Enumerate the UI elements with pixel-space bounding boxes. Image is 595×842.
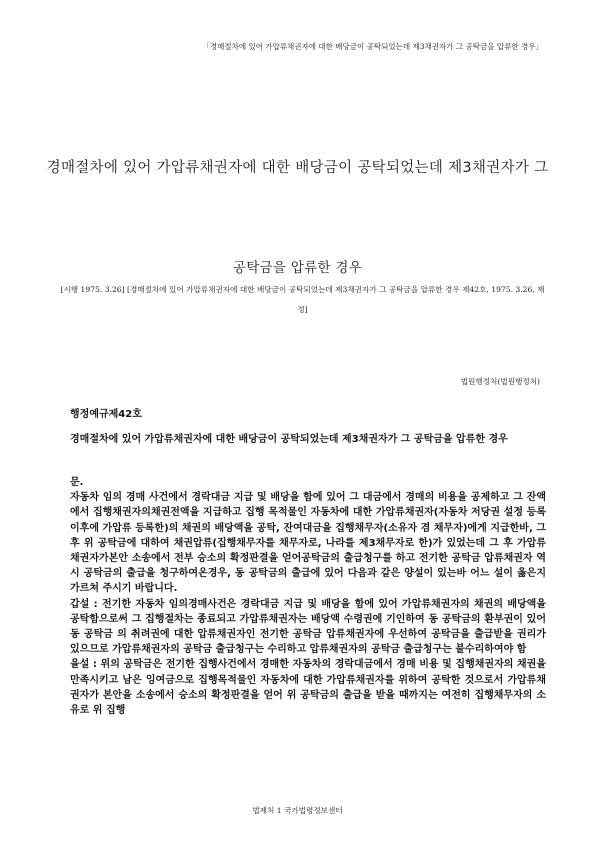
enforcement-info: [시행 1975. 3.26] [경매절차에 있어 가압류채권자에 대한 배당금이 공탁되었는데 제3채권자가 그 공탁금을 압류한 경우 제42호, 1975. 3.26, 제정] [60,285,545,314]
issuing-agency: 법원행정처(법원행정처) [460,377,540,386]
document-title-line2: 공탁금을 압류한 경우 [232,260,363,276]
rule-number: 행정예규제42호 [70,409,142,420]
opinion-a: 갑설 : 전기한 자동차 임의경매사건은 경락대금 지급 및 배당을 함에 있어 가압류채권자의 채권의 배당액을 공탁함으로써 그 집행절차는 종료되고 가압류채권자는 배당액 수령권에 기인하여 동 공탁금의 환부권이 있어 동 공탁금 의 취려권에 대한 압류채권자인 전기한 공탁금 압류채권자에 우선하여 공탁금을 출급받을 권리가 있으므로 가압류채권자의 공탁금 출급청구는 수리하고 압류채권자의 공탁금 출급청구는 불수리하여야 함 [70,598,546,656]
question-text: 자동차 임의 경매 사건에서 경락대금 지급 및 배당을 함에 있어 그 대금에서 경매의 비용을 공제하고 그 잔액에서 집행채권자의채권전액을 지급하고 집행 목적물인 자동차에 대한 가압류채권자(자동차 저당권 설정 등록 이후에 가압류 등록한)의 채권의 배당액을 공탁, 잔여대금을 집행채무자(소유자 겸 채무자)에게 지급한바, 그 후 위 공탁금에 대하여 채권압류(집행채무자를 채무자로, 나라를 제3채무자로 한)가 있었는데 그 후 가압류채권자가본안 소송에서 전부 승소의 확정판결을 얻어공탁금의 출급청구를 하고 전기한 공탁금 압류채권자 역시 공탁금의 출급을 청구하여온경우, 동 공탁금의 출급에 있어 다음과 같은 양설이 있는바 어느 설이 옳은지 가르쳐 주시기 바랍니다. [70,492,546,595]
document-title-line1: 경매절차에 있어 가압류채권자에 대한 배당금이 공탁되었는데 제3채권자가 그 [46,160,549,176]
running-header: 「경매절차에 있어 가압류채권자에 대한 배당금이 공탁되었는데 제3채권자가 그 공탁금을 압류한 경우」 [202,42,543,51]
opinion-b: 을설 : 위의 공탁금은 전기한 집행사건에서 경매한 자동차의 경락대금에서 경매 비용 및 집행채권자의 채권을 만족시키고 남은 잉여금으로 집행목적물인 자동차에 대한 가압류채권자를 위하여 공탁한 것으로서 가압류채권자가 본안을 소송에서 승소의 확정판결을 얻어 위 공탁금의 출급을 받을 때까지는 여전히 집행채무자의 소유로 위 집행 [70,659,546,717]
question-label: 문. [70,477,84,488]
page-footer: 법제처 1 국가법령정보센터 [252,806,343,815]
body-text [70,475,546,718]
body-title: 경매절차에 있어 가압류채권자에 대한 배당금이 공탁되었는데 제3채권자가 그 공탁금을 압류한 경우 [70,434,508,445]
